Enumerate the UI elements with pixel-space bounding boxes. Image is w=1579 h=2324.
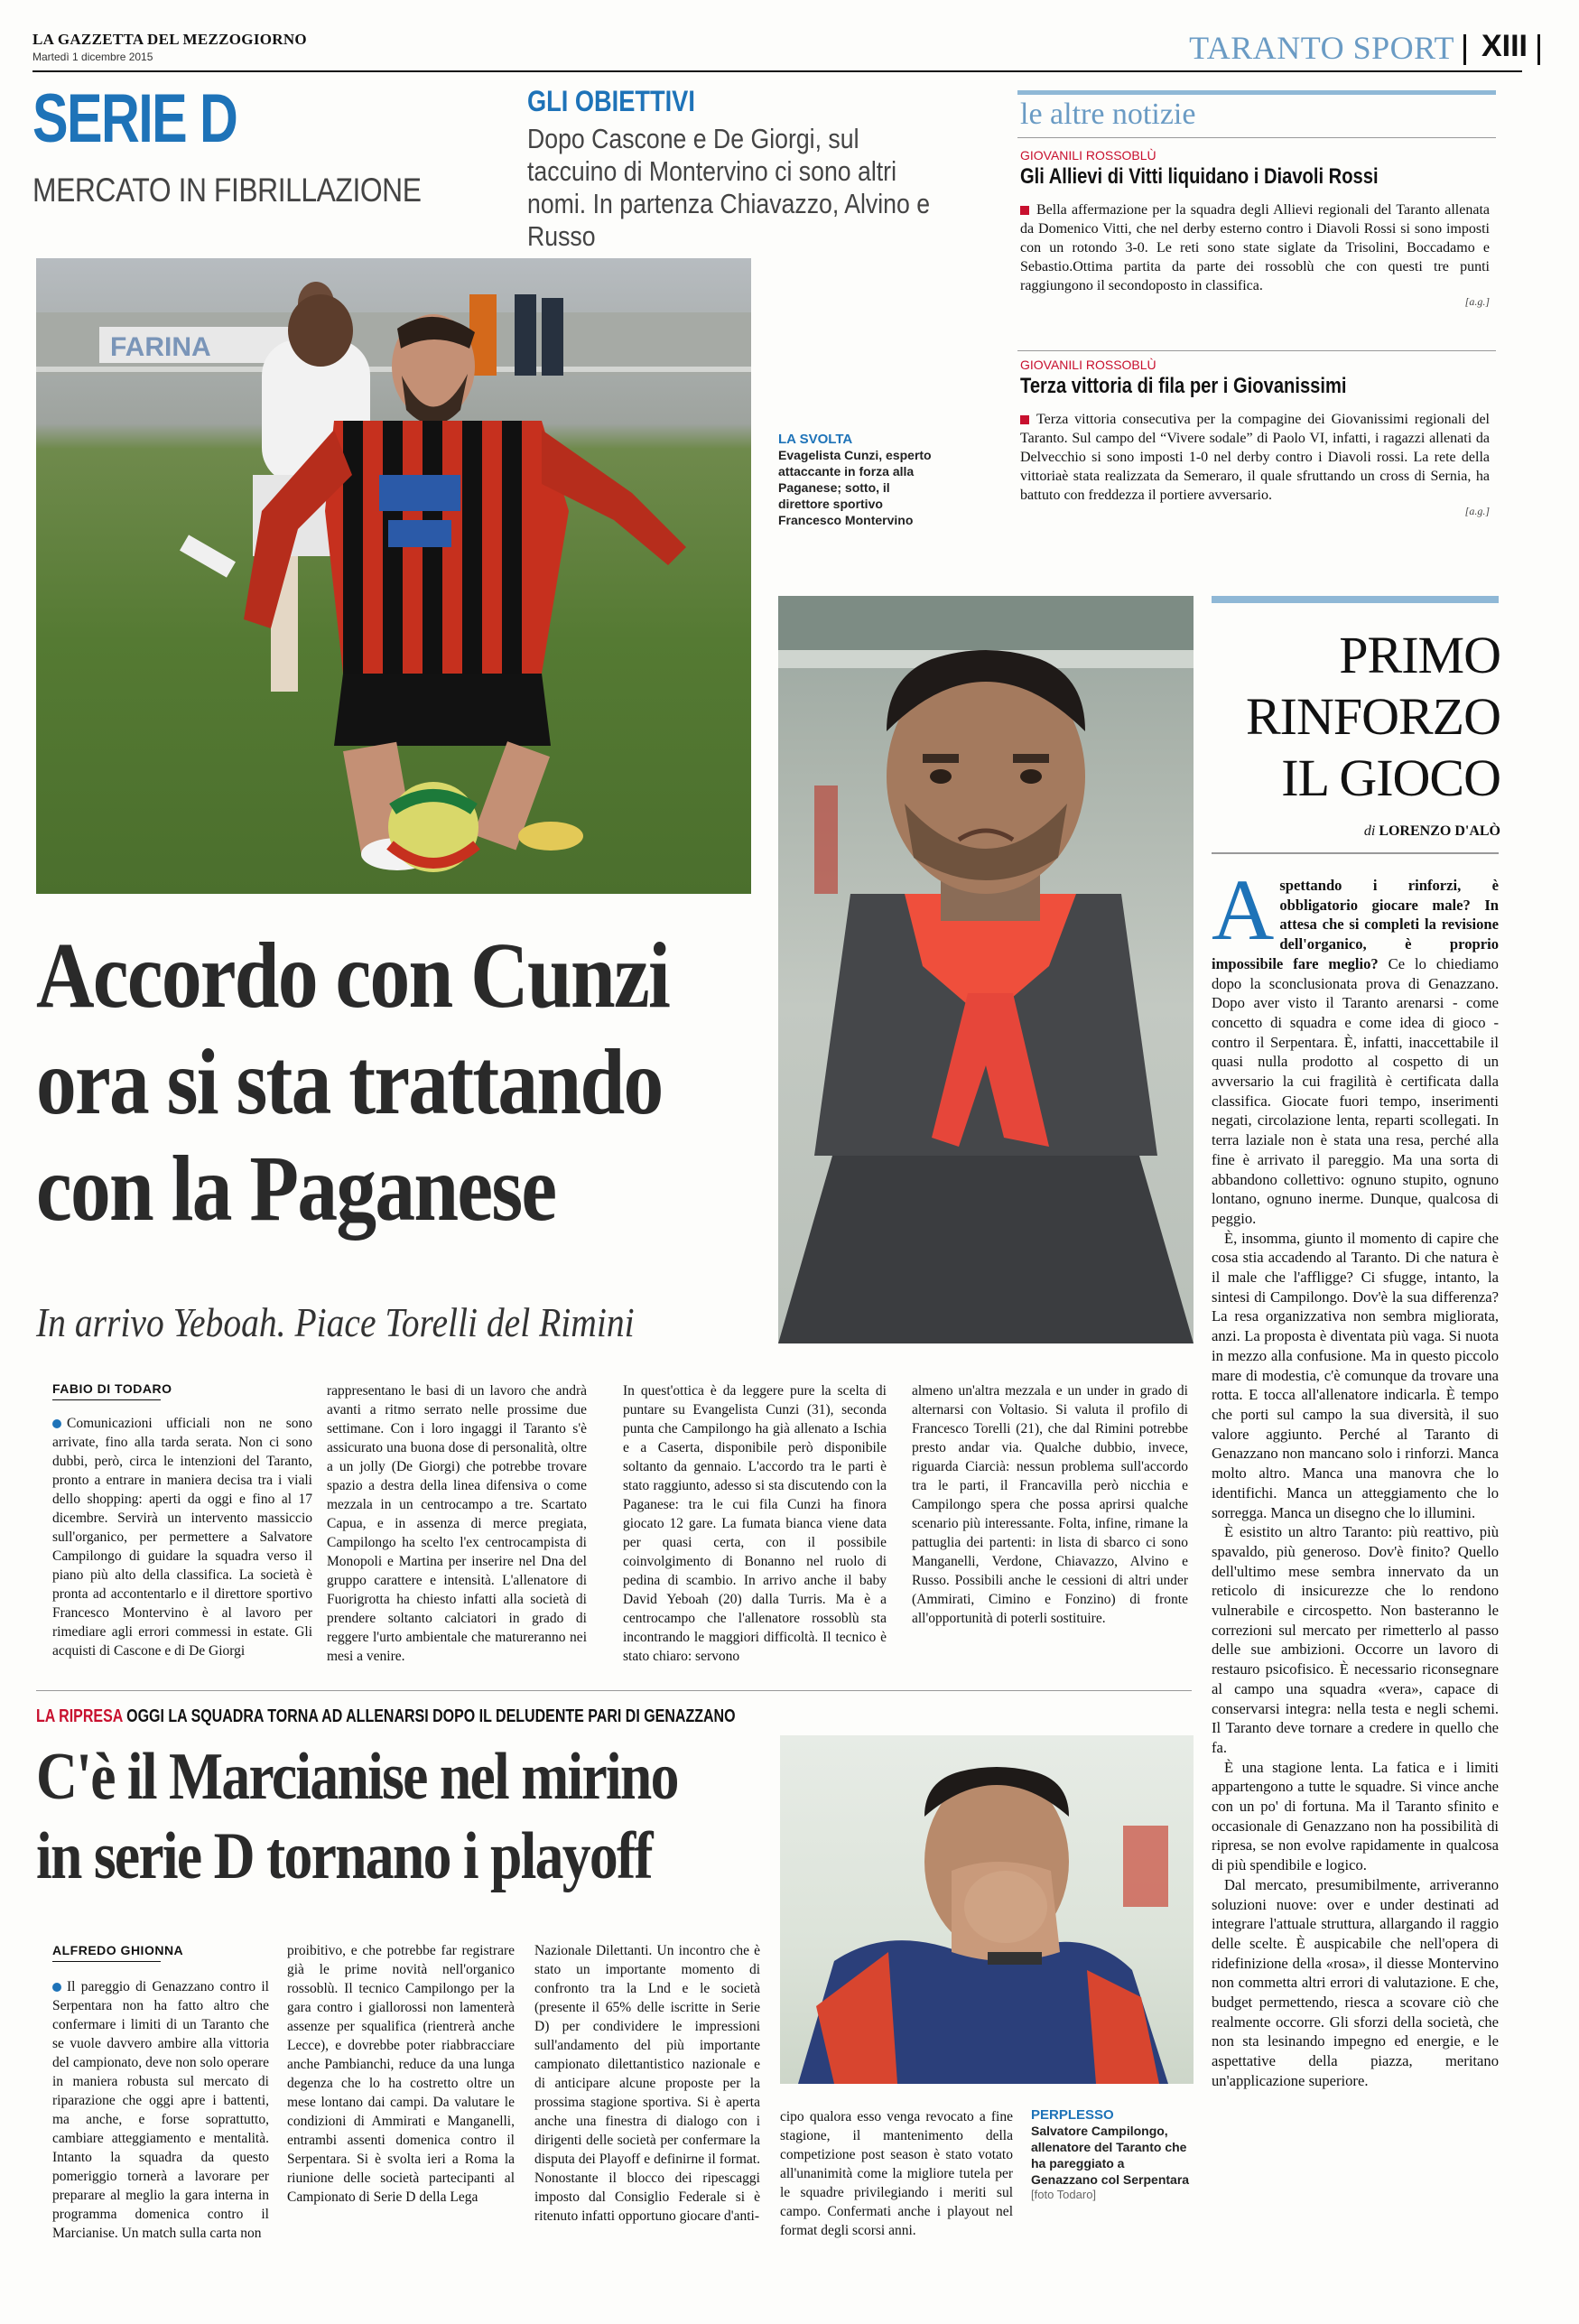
editorial-bar (1212, 596, 1499, 603)
second-col-1 (52, 1977, 269, 2243)
photo-campilongo (780, 1735, 1194, 2084)
main-byline-rule (52, 1399, 161, 1400)
issue-date: Martedì 1 dicembre 2015 (33, 51, 153, 63)
editorial-title-line-1: PRIMO (1339, 626, 1500, 684)
news-item-1 (1020, 148, 1490, 309)
editorial-lead-text: spettando i rinforzi, è obbligatorio giocare male? In attesa che si completi la revisione dell'organico, è proprio impossibile fare meglio? (1212, 877, 1499, 972)
section-divider (1463, 34, 1466, 65)
editorial-byline (1212, 823, 1500, 840)
kicker-subtitle: MERCATO IN FIBRILLAZIONE (33, 172, 422, 209)
news-item-2-title: Terza vittoria di fila per i Giovanissimi (1020, 374, 1347, 398)
main-byline: FABIO DI TODARO (52, 1381, 172, 1396)
caption-perplesso-head: PERPLESSO (1031, 2107, 1114, 2123)
news-item-1-body (1020, 200, 1490, 295)
second-headline-line-1: C'è il Marcianise nel mirino (36, 1740, 678, 1814)
editorial-title-line-2: RINFORZO (1245, 687, 1500, 746)
section-name: TARANTO SPORT (1189, 30, 1454, 66)
news-item-1-sign: [a.g.] (1464, 295, 1490, 308)
editorial-title-line-3: IL GIOCO (1281, 748, 1500, 807)
page-number-bar (1537, 34, 1540, 65)
second-headline (36, 1737, 813, 1896)
news-item-2 (1020, 358, 1490, 518)
news-divider-2 (1017, 350, 1496, 351)
photo-cunzi (36, 258, 751, 894)
second-byline-rule (52, 1961, 161, 1962)
second-kicker-red: LA RIPRESA (36, 1706, 123, 1726)
photo-campilongo-illustration (780, 1735, 1194, 2084)
editorial-body (1212, 861, 1499, 2091)
second-col-1-text: Il pareggio di Genazzano contro il Serpentara non ha fatto altro che confermare i limiti di un Taranto che se vuole davvero ambire alla vittoria del campionato, deve non solo operare in maniera robusta sul mercato di riparazione che oggi apre i battenti, ma anche, e forse soprattutto, cambiare atteggiamento e mentalità. Intanto la squadra da questo pomeriggio tornerà a lavorare per preparare al meglio la gara interna in programma domenica contro il Marcianise. Un match sulla carta non (52, 1979, 269, 2241)
main-col-2: rappresentano le basi di un lavoro che andrà avanti a ritmo serrato nelle prossime due settimane. Con i loro ingaggi il Taranto s'è assicurato una buona dose di personalità, oltre a un jolly (De Giorgi) che potrebbe trovare spazio a destra della linea difensiva o come mezzala in un centrocampo a tre. Scartato Capua, e in assenza di merce pregiata, Campilongo ha scelto l'ex centrocampista di Monopoli e Martina per inserire nel Dna del gruppo carattere e intensità. L'allenatore di Fuorigrotta ha chiesto infatti alla società di prendere soltanto calciatori in grado di reggere l'urto ambientale che matureranno nei mesi a venire. (327, 1383, 587, 1664)
caption-perplesso-credit: [foto Todaro] (1031, 2188, 1097, 2201)
main-col-1 (52, 1414, 312, 1660)
news-item-1-kicker: GIOVANILI ROSSOBLÙ (1020, 148, 1156, 163)
editorial-para-4: È una stagione lenta. La fatica e i limiti appartengono a tutte le squadre. Si vince anche con un po' di fortuna. Ma il Taranto sfinito e occasionale di Genazzano non ha possibilità di ripresa, se non evolve rapidamente in qualcosa di più spendibile e logico. (1212, 1758, 1499, 1874)
second-col-2: proibitivo, e che potrebbe far registrare già le prime novità nell'organico rossoblù. Il tecnico Campilongo per la gara contro i giallorossi non lamenterà assenze per squalifica (rientrerà anche Lecce), e dovrebbe poter riabbracciare anche Pambianchi, reduce da una lunga degenza che lo ha costretto oltre un mese lontano dai campi. Da valutare le condizioni di Ammirati e Manganelli, entrambi assenti domenica contro il Serpentara. Si è svolta ieri a Roma la riunione delle società partecipanti al Campionato di Serie D della Lega (287, 1943, 515, 2205)
news-item-1-text: Bella affermazione per la squadra degli Allievi regionali del Taranto allenata da Domenico Vitti, che nel derby esterno contro i Diavoli Rossi si sono imposti con un rotondo 3-0. Le reti sono state siglate da Trisolini, Boccadamo e Sebastio.Ottima partita da parte dei rossoblù che con questi tre punti raggiungono il secondoposto in classifica. (1020, 202, 1490, 293)
main-headline (36, 923, 776, 1242)
second-byline: ALFREDO GHIONNA (52, 1943, 184, 1957)
editorial-author: LORENZO D'ALÒ (1379, 823, 1500, 839)
second-col-3: Nazionale Dilettanti. Un incontro che è stato un importante momento di confronto tra la Lnd e le società (presente il 65% delle iscritte in Serie D) per condividere le impressioni sull'andamento del più importante campionato dilettantistico nazionale e di anticipare alcune proposte per la prossima stagione sportiva. Si è aperta anche una finestra di dialogo con i dirigenti delle società per confermare la disputa dei Playoff e definirne il format. Nonostante il blocco dei ripescaggi imposto dal Consiglio Federale si è ritenuto infatti opportuno giocare d'anti- (534, 1943, 760, 2224)
editorial-para-2: È, insomma, giunto il momento di capire che cosa stia accadendo al Taranto. Di che natura è il male che l'affligge? Ci sfugge, intanto, la sintesi di Campilongo. Dov'è la sua differenza? La resa organizzativa non sembra migliorata, anzi. La proposta è diventata più vaga. Si nuota in mezzo alla confusione. Ma in questo piccolo mare di modestia, c'è comunque da trovare una rotta. E tocca all'allenatore indicarla. È tempo che porti sul campo la sua diversità, il suo valore aggiunto. Perché al Taranto di Genazzano non mancano solo i rinforzi. Manca molto altro. Manca una manovra che lo identifichi. Manca un atteggiamento che lo sorregga. Manca un disegno che lo illumini. (1212, 1229, 1499, 1521)
altre-notizie-divider (1017, 137, 1496, 138)
caption-svolta (778, 432, 941, 528)
news-item-1-title: Gli Allievi di Vitti liquidano i Diavoli Rossi (1020, 164, 1379, 189)
caption-svolta-head: LA SVOLTA (778, 432, 853, 447)
objectives-text: Dopo Cascone e De Giorgi, sul taccuino di Montervino ci sono altri nomi. In partenza Chiavazzo, Alvino e Russo (527, 123, 931, 252)
main-headline-line-2: ora si sta trattando (36, 1030, 663, 1134)
news-item-2-text: Terza vittoria consecutiva per la compagine dei Giovanissimi regionali del Taranto. Sul campo del “Vivere sodale” di Paolo VI, infatti, i ragazzi allenati da Delvecchio si sono imposti 1-0 nel derby contro i Diavoli rossi. La rete della vittoriaè stata realizzata da Semeraro, il quale sfruttando un cross di Sernia, ha battuto con freddezza il portiere avversario. (1020, 412, 1490, 503)
altre-notizie-bar (1017, 90, 1496, 95)
bullet-square-icon (1020, 206, 1029, 215)
editorial-byline-rule (1212, 852, 1499, 854)
editorial-para-5: Dal mercato, presumibilmente, arriveranno soluzioni nuove: over e under destinati ad integrare l'attuale struttura, allargando il raggio delle scelte. È auspicabile che nell'opera di ridefinizione della «rosa», il diesse Montervino non commetta altri errori di valutazione. E che, budget permettendo, riesca a scovare ciò che realmente occorre. Gli sforzi della società, che non sta lesinando impegno ed energie, e le aspettative della piazza, meritano un'applicazione superiore. (1212, 1875, 1499, 2089)
page-number: XIII (1481, 29, 1528, 63)
main-col-3: In quest'ottica è da leggere pure la scelta di puntare su Evangelista Cunzi (31), seconda punta che Campilongo ha già allenato a Ischia e a Caserta, disponibile però disponibile soltanto da gennaio. L'accordo tra le parti è stato raggiunto, adesso si sta discutendo con la Paganese: tra le cui fila Cunzi ha finora giocato 12 gare. La fumata bianca viene data per quasi certa, con il possibile coinvolgimento di Bonanno nel ruolo di pedina di scambio. In arrivo anche il baby David Yeboah (20) dalla Turris. Ma è a centrocampo che l'allenatore rossoblù sta incontrando le maggiori difficoltà. Il tecnico è stato chiaro: servono (623, 1383, 887, 1664)
bullet-dot-icon (52, 1983, 61, 1992)
editorial-byline-prefix: di (1363, 823, 1376, 839)
editorial-title (1212, 625, 1500, 809)
section-separator (36, 1690, 1192, 1691)
editorial-para-1: Ce lo chiediamo dopo la sconclusionata prova di Genazzano. Dopo aver visto il Taranto arenarsi - come concetto di squadra e come idea di gioco - contro il Serpentara. È, infatti, inaccettabile il quasi nulla prodotto al cospetto di un avversario la cui fragilità è certificata dalla classifica. Giocate fuori tempo, inserimenti negati, circolazione lenta, reparti scollegati. In terra laziale non è stata una resa, perché alla fine è arrivato il pareggio. Ma una sorta di abbandono collettivo: ognuno stupito, ognuno lontano, ognuno inerme. Dunque, qualcosa di peggio. (1212, 954, 1499, 1227)
ad-banner-text: FARINA (110, 332, 211, 362)
news-item-2-sign: [a.g.] (1464, 505, 1490, 517)
main-col-1-text: Comunicazioni ufficiali non ne sono arrivate, fino alla tarda serata. Non ci sono dubbi, però, circa le intenzioni del Taranto, pronto a entrare in maniera decisa tra i viali dello shopping: aperti da oggi e fino al 17 dicembre. Servirà un intervento massiccio sull'organico, per permettere a Salvatore Campilongo di guidare la squadra verso il piano più alto della classifica. La società è pronta ad accontentarlo e il direttore sportivo Francesco Montervino è al lavoro per rimediare agli errori commessi in estate. Gli acquisti di Cascone e di De Giorgi (52, 1416, 312, 1659)
paper-name: LA GAZZETTA DEL MEZZOGIORNO (33, 31, 307, 48)
second-kicker-rest: OGGI LA SQUADRA TORNA AD ALLENARSI DOPO IL DELUDENTE PARI DI GENAZZANO (126, 1706, 736, 1726)
main-col-4: almeno un'altra mezzala e un under in grado di alternarsi con Voltasio. Si valuta il profilo di Francesco Torelli (21), che dal Rimini potrebbe presto andar via. Qualche dubbio, invece, riguarda Ciarcià: nessun problema sull'accordo tra le parti, il Francavilla però nicchia e Campilongo spera che possa aprirsi qualche scenario più interessante. Folta, infine, rimane la pattuglia dei partenti: in lista di sbarco ci sono Manganelli, Verdone, Chiavazzo, Alvino e Russo. Possibili anche le cessioni di altri under (Ammirati, Cimino e Fonzino) di fronte all'opportunità di poterli sostituire. (912, 1383, 1188, 1626)
altre-notizie-header: le altre notizie (1020, 98, 1196, 131)
editorial-dropcap: A (1212, 861, 1275, 958)
bullet-square-icon (1020, 415, 1029, 424)
caption-perplesso-text: Salvatore Campilongo, allenatore del Taranto che ha pareggiato a Genazzano col Serpentara (1031, 2124, 1190, 2187)
caption-perplesso (1031, 2107, 1194, 2201)
masthead-rule (33, 70, 1522, 72)
second-col-4: cipo qualora esso venga revocato a fine stagione, il mantenimento della competizione post season è stato votato all'unanimità come la migliore tutela per le squadre privilegiando i meriti sul campo. Confermati anche i playout nel format degli scorsi anni. (780, 2109, 1013, 2238)
second-kicker (36, 1706, 736, 1727)
masthead (33, 31, 1549, 70)
photo-montervino (778, 596, 1194, 1343)
caption-svolta-text: Evagelista Cunzi, esperto attaccante in forza alla Paganese; sotto, il direttore sportivo Francesco Montervino (778, 448, 932, 527)
bullet-dot-icon (52, 1419, 61, 1428)
main-headline-line-3: con la Paganese (36, 1137, 556, 1241)
news-item-2-kicker: GIOVANILI ROSSOBLÙ (1020, 358, 1156, 372)
kicker-title: SERIE D (33, 80, 237, 157)
main-subhead: In arrivo Yeboah. Piace Torelli del Rimini (36, 1299, 635, 1345)
main-headline-line-1: Accordo con Cunzi (36, 924, 670, 1027)
second-headline-line-2: in serie D tornano i playoff (36, 1819, 652, 1893)
objectives-title: GLI OBIETTIVI (527, 85, 695, 117)
editorial-para-3: È esistito un altro Taranto: più reattivo, più spavaldo, più generoso. Dov'è finito? Quello dell'ultimo mese sembra innervato da un reticolo di insicurezze che lo rendono vulnerabile e circospetto. Non basteranno le correzioni sul mercato per rimetterlo al passo delle sue ambizioni. Occorre un lavoro di restauro psicofisico. È necessario riconsegnare al campo una squadra «vera», capace di conservarsi integra: nella testa e negli schemi. Il Taranto deve tornare a credere in quello che fa. (1212, 1523, 1499, 1756)
photo-cunzi-illustration (36, 258, 751, 894)
photo-montervino-illustration (778, 596, 1194, 1343)
news-item-2-body (1020, 410, 1490, 505)
